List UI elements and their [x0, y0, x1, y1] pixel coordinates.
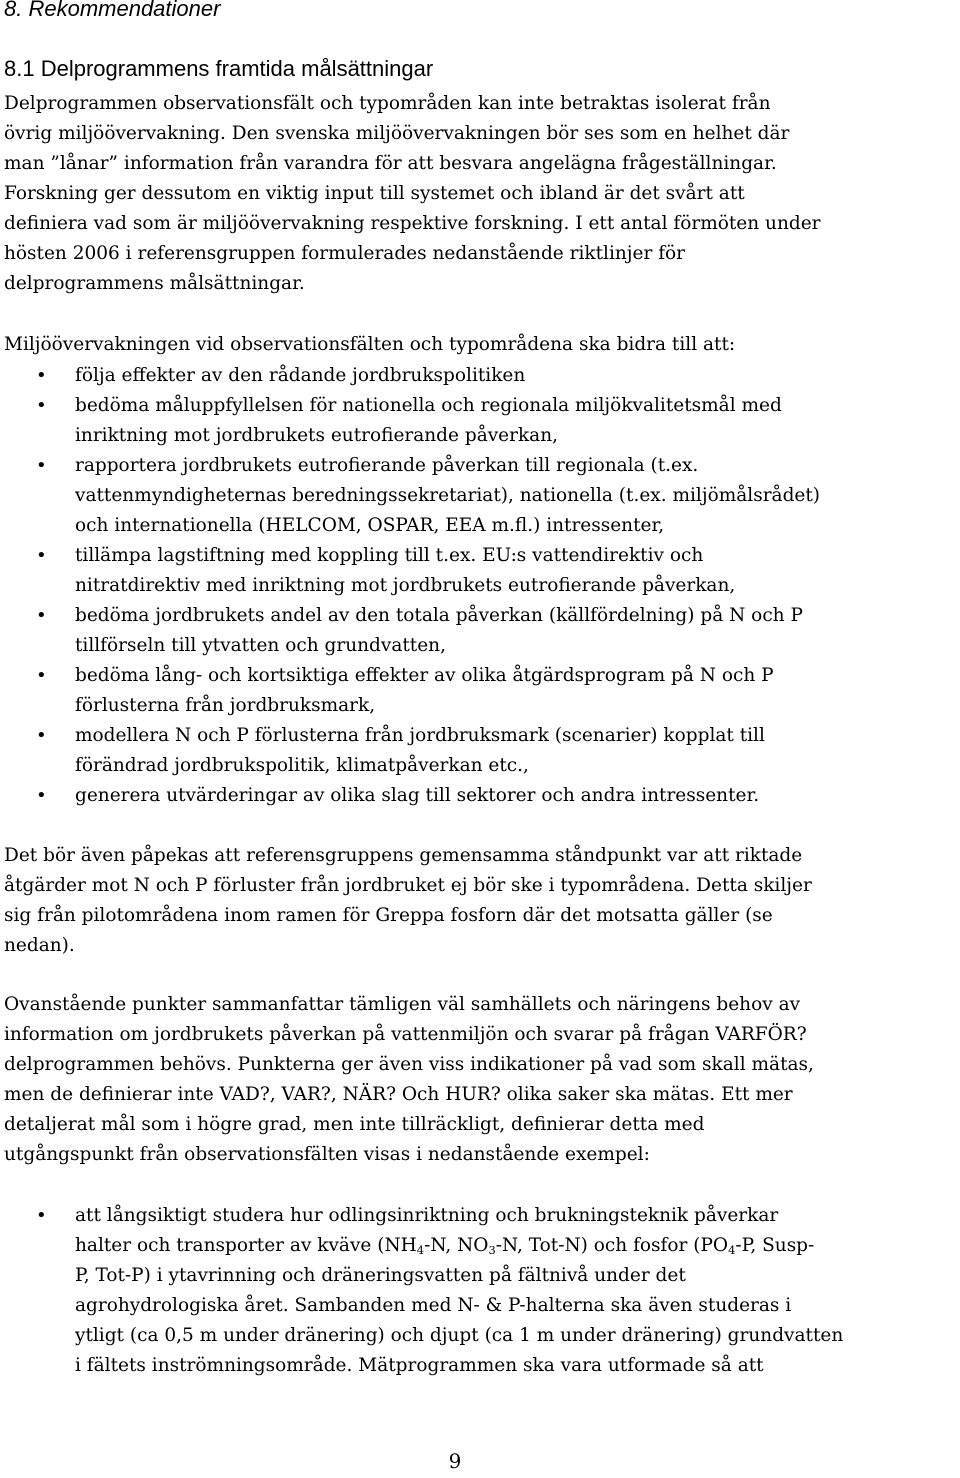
- paragraph-line: Delprogrammen observationsfält och typområden kan inte betraktas isolerat från: [4, 93, 771, 114]
- subscript: 4: [728, 1243, 736, 1258]
- text-segment: -N, NO: [424, 1235, 489, 1256]
- text-segment: -N, Tot-N) och fosfor (PO: [495, 1235, 729, 1256]
- list-item-continuation: agrohydrologiska året. Sambanden med N- & P-halterna ska även studeras i: [75, 1295, 792, 1316]
- paragraph-line: detaljerat mål som i högre grad, men inte tillräckligt, definierar detta med: [4, 1114, 705, 1135]
- list-item: bedöma måluppfyllelsen för nationella och regionala miljökvalitetsmål med: [75, 395, 782, 416]
- list-item: tillämpa lagstiftning med koppling till t.ex. EU:s vattendirektiv och: [75, 545, 704, 566]
- list-item: följa effekter av den rådande jordbrukspolitiken: [75, 365, 526, 386]
- paragraph-line: men de definierar inte VAD?, VAR?, NÄR? Och HUR? olika saker ska mätas. Ett mer: [4, 1084, 793, 1105]
- paragraph-line: hösten 2006 i referensgruppen formulerades nedanstående riktlinjer för: [4, 243, 686, 264]
- text-segment: halter och transporter av kväve (NH: [75, 1235, 417, 1256]
- list-item-continuation: P, Tot-P) i ytavrinning och dräneringsvatten på fältnivå under det: [75, 1265, 686, 1286]
- bullet-icon: •: [36, 395, 47, 416]
- list-item-continuation: i fältets inströmningsområde. Mätprogrammen ska vara utformade så att: [75, 1355, 764, 1376]
- paragraph-line: Ovanstående punkter sammanfattar tämligen väl samhällets och näringens behov av: [4, 994, 801, 1015]
- list-item-continuation: vattenmyndigheternas beredningssekretariat), nationella (t.ex. miljömålsrådet): [75, 485, 821, 506]
- bullet-icon: •: [36, 1205, 47, 1226]
- list-item-continuation: ytligt (ca 0,5 m under dränering) och djupt (ca 1 m under dränering) grundvatten: [75, 1325, 844, 1346]
- list-item: modellera N och P förlusterna från jordbruksmark (scenarier) kopplat till: [75, 725, 765, 746]
- list-item: rapportera jordbrukets eutrofierande påverkan till regionala (t.ex.: [75, 455, 699, 476]
- paragraph-line: delprogrammens målsättningar.: [4, 273, 305, 294]
- paragraph-line: definiera vad som är miljöövervakning respektive forskning. I ett antal förmöten under: [4, 213, 821, 234]
- paragraph-line: sig från pilotområdena inom ramen för Greppa fosforn där det motsatta gäller (se: [4, 905, 773, 926]
- list-item-continuation: [75, 1231, 814, 1261]
- list-item: generera utvärderingar av olika slag till sektorer och andra intressenter.: [75, 785, 760, 806]
- subsection-heading: 8.1 Delprogrammens framtida målsättningar: [4, 56, 434, 81]
- paragraph-line: information om jordbrukets påverkan på vattenmiljön och svarar på frågan VARFÖR?: [4, 1024, 807, 1045]
- subscript: 4: [416, 1243, 425, 1258]
- list-item-continuation: nitratdirektiv med inriktning mot jordbrukets eutrofierande påverkan,: [75, 575, 736, 596]
- page-number: 9: [448, 1449, 462, 1473]
- list-item: bedöma lång- och kortsiktiga effekter av olika åtgärdsprogram på N och P: [75, 665, 774, 686]
- list-item-continuation: förlusterna från jordbruksmark,: [75, 695, 376, 716]
- paragraph-line: nedan).: [4, 935, 75, 956]
- list-item-continuation: förändrad jordbrukspolitik, klimatpåverkan etc.,: [75, 755, 529, 776]
- bullet-icon: •: [36, 725, 47, 746]
- list-item-continuation: tillförseln till ytvatten och grundvatten,: [75, 635, 446, 656]
- subscript: 3: [488, 1243, 496, 1258]
- bullet-icon: •: [36, 545, 47, 566]
- bullet-icon: •: [36, 365, 47, 386]
- bullet-icon: •: [36, 785, 47, 806]
- bullet-icon: •: [36, 605, 47, 626]
- text-segment: -P, Susp-: [735, 1235, 815, 1256]
- paragraph-line: utgångspunkt från observationsfälten visas i nedanstående exempel:: [4, 1144, 650, 1165]
- paragraph-line: Forskning ger dessutom en viktig input till systemet och ibland är det svårt att: [4, 183, 745, 204]
- list-intro-text: Miljöövervakningen vid observationsfälten och typområdena ska bidra till att:: [4, 334, 736, 355]
- bullet-icon: •: [36, 455, 47, 476]
- list-item: bedöma jordbrukets andel av den totala påverkan (källfördelning) på N och P: [75, 605, 803, 626]
- paragraph-line: man ”lånar” information från varandra för att besvara angelägna frågeställningar.: [4, 153, 777, 174]
- list-item: att långsiktigt studera hur odlingsinriktning och brukningsteknik påverkar: [75, 1205, 779, 1226]
- section-heading: 8. Rekommendationer: [4, 0, 221, 21]
- list-item-continuation: inriktning mot jordbrukets eutrofierande påverkan,: [75, 425, 559, 446]
- paragraph-line: åtgärder mot N och P förluster från jordbruket ej bör ske i typområdena. Detta skiljer: [4, 875, 812, 896]
- list-item-continuation: och internationella (HELCOM, OSPAR, EEA m.fl.) intressenter,: [75, 515, 665, 536]
- paragraph-line: övrig miljöövervakning. Den svenska miljöövervakningen bör ses som en helhet där: [4, 123, 790, 144]
- bullet-icon: •: [36, 665, 47, 686]
- paragraph-line: Det bör även påpekas att referensgruppens gemensamma ståndpunkt var att riktade: [4, 845, 803, 866]
- paragraph-line: delprogrammen behövs. Punkterna ger även viss indikationer på vad som skall mätas,: [4, 1054, 814, 1075]
